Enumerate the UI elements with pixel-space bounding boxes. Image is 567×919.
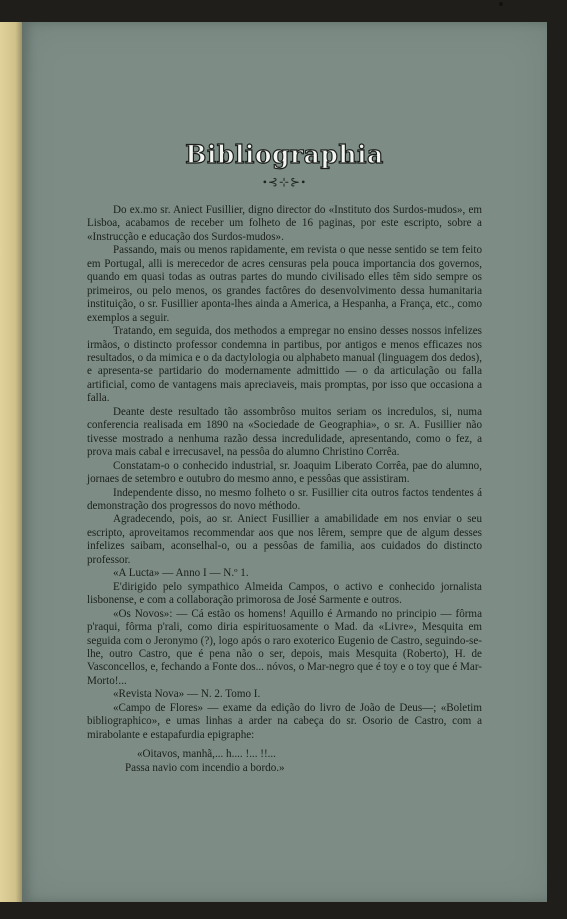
page [22,22,547,902]
paragraph: «Os Novos»: — Cá estão os homens! Aquillo é Armando no principio — fôrma p'raqui, fôrma p'rali, como diria espirituosamente o Mad. da «Livre», Mesquita em seguida com o Jeronymo (?), logo após o raro exoterico Eugenio de Castro, seguindo-se-lhe, outro Castro, que é pena não o ser, depois, mais Mesquita (Roberto), H. de Vasconcellos, e, fechando a Fonte dos... nóvos, o Mar-negro que é toy e o toy que é Mar-Morto!... [87,607,482,687]
epigraph-line: Passa navio com incendio a bordo.» [125,761,285,774]
paragraph: Independente disso, no mesmo folheto o sr. Fusillier cita outros factos tendentes á demonstração dos progressos do novo méthodo. [87,486,482,512]
paragraph: «Revista Nova» — N. 2. Tomo I. [113,688,261,701]
paragraph: Deante deste resultado tão assombrôso muitos seriam os incredulos, si, numa conferencia realisada em 1890 na «Sociedade de Geographia», o sr. A. Fusillier não tivesse mostrado a nenhuma razão dessa incredulidade, apresentando, como o fez, a prova mais cabal e irrecusavel, na pessôa do alumno Christino Corrêa. [87,405,482,459]
paragraph: «Campo de Flores» — exame da edição do livro de João de Deus—; «Boletim bibliographico», e umas linhas a arder na cabeça do sr. Osorio de Castro, com a mirabolante e estapafurdia epigraphe: [87,701,482,741]
paragraph: Do ex.mo sr. Aniect Fusillier, digno director do «Instituto dos Surdos-mudos», em Lisboa, acabamos de receber um folheto de 16 paginas, por este escripto, sobre a «Instrucção e educação dos Surdos-mudos». [87,204,482,243]
paragraph: «A Lucta» — Anno I — N.º 1. [113,567,249,580]
paragraph: Passando, mais ou menos rapidamente, em revista o que nesse sentido se tem feito em Portugal, alli is merecedor de acres censuras pela pouca importancia dos governos, quando em quasi todas as outras partes do mundo civilisado elles têm sido sempre os primeiros, ou pelo menos, os grandes factôres do desenvolvimento dessa humanitaria instituição, o sr. Fusillier aponta-lhes ainda a America, a Hespanha, a França, etc., como exemplos a seguir. [87,244,482,324]
paragraph: Constatam-o o conhecido industrial, sr. Joaquim Liberato Corrêa, pae do alumno, jornaes de setembro e outubro do mesmo anno, e pessôas que assistiram. [87,459,482,486]
scan-speck [499,2,503,6]
title-ornament: •⊰⊹⊱• [262,175,307,189]
epigraph-line: «Oitavos, manhã,... h.... !... !!... [137,748,276,761]
book-spine [0,22,22,902]
article-body [87,204,482,775]
paragraph: E'dirigido pelo sympathico Almeida Campos, o activo e conhecido jornalista lisbonense, e com a collaboração primorosa de José Sarmente e outros. [87,580,482,607]
paragraph: Tratando, em seguida, dos methodos a empregar no ensino desses nossos infelizes irmãos, o distincto professor condemna in partibus, por antigos e menos efficazes nos resultados, o da mimica e o da dactylologia ou alphabeto manual (linguagem dos dedos), e apresenta-se partidario do modernamente admittido — o da articulação ou falla artificial, como de vantagens mais apreciaveis, mais promptas, por isso que occasiona a falla. [87,325,482,405]
paragraph: Agradecendo, pois, ao sr. Aniect Fusillier a amabilidade em nos enviar o seu escripto, aproveitamos recommendar aos que nos lêrem, sempre que de algum desses infelizes saibam, aconselhal-o, ou a pessôas de familia, aos cuidados do distincto professor. [87,513,482,566]
page-title: Bibliographia [185,140,384,169]
